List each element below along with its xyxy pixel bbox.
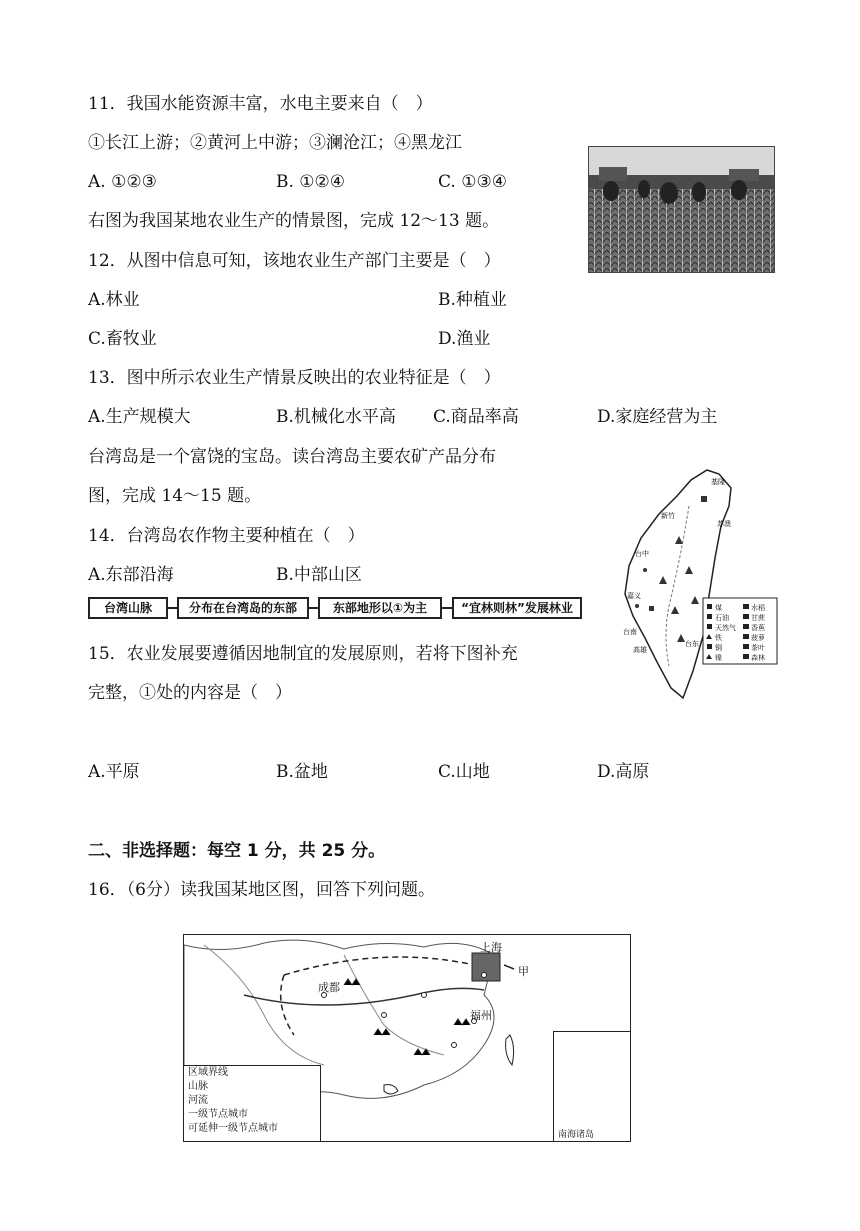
svg-text:天然气: 天然气 bbox=[715, 624, 736, 632]
q11-stem: 11．我国水能资源丰富，水电主要来自（ ） bbox=[88, 94, 433, 114]
q15-stem-line2: 完整，①处的内容是（ ） bbox=[88, 683, 292, 703]
svg-text:森林: 森林 bbox=[751, 654, 765, 662]
place-tainan: 台南 bbox=[623, 628, 637, 636]
q11-option-c: C. ①③④ bbox=[438, 172, 507, 192]
q12-option-a: A.林业 bbox=[88, 290, 140, 310]
svg-text:石油: 石油 bbox=[715, 614, 729, 622]
section-2-heading: 二、非选择题：每空 1 分，共 25 分。 bbox=[88, 841, 386, 861]
q13-stem: 13．图中所示农业生产情景反映出的农业特征是（ ） bbox=[88, 368, 501, 388]
place-taichung: 台中 bbox=[635, 550, 649, 558]
svg-text:菠萝: 菠萝 bbox=[751, 634, 765, 642]
q15-option-a: A.平原 bbox=[88, 762, 140, 782]
flow-arrow-1 bbox=[168, 607, 177, 609]
flow-box-1: 台湾山脉 bbox=[88, 597, 168, 619]
q15-option-c: C.山地 bbox=[438, 762, 490, 782]
rice-field-photo bbox=[588, 146, 775, 273]
south-china-sea-inset bbox=[553, 1031, 630, 1142]
place-taitung: 台东 bbox=[685, 640, 699, 648]
svg-text:煤: 煤 bbox=[715, 604, 722, 612]
flow-box-3: 东部地形以①为主 bbox=[318, 597, 442, 619]
q13-option-d: D.家庭经营为主 bbox=[597, 407, 718, 427]
svg-text:茶叶: 茶叶 bbox=[751, 644, 765, 652]
city-fuzhou: 福州 bbox=[470, 1009, 492, 1022]
region-map bbox=[183, 934, 631, 1142]
q13-option-c: C.商品率高 bbox=[433, 407, 519, 427]
q11-option-b: B. ①②④ bbox=[276, 172, 346, 192]
q11-option-a: A. ①②③ bbox=[88, 172, 157, 192]
svg-text:香蕉: 香蕉 bbox=[751, 624, 765, 632]
q13-option-a: A.生产规模大 bbox=[88, 407, 191, 427]
svg-text:甘蔗: 甘蔗 bbox=[751, 614, 765, 622]
q14-option-b: B.中部山区 bbox=[276, 565, 362, 585]
flow-arrow-3 bbox=[442, 607, 452, 609]
q14-stem: 14．台湾岛农作物主要种植在（ ） bbox=[88, 526, 365, 546]
intro-14-15-line1: 台湾岛是一个富饶的宝岛。读台湾岛主要农矿产品分布 bbox=[88, 447, 496, 467]
place-kaohsiung: 高雄 bbox=[633, 646, 647, 654]
inset-label: 南海诸岛 bbox=[558, 1130, 595, 1140]
taiwan-products-map bbox=[619, 466, 779, 706]
q15-stem-line1: 15．农业发展要遵循因地制宜的发展原则，若将下图补充 bbox=[88, 644, 518, 664]
svg-text:铜: 铜 bbox=[715, 644, 722, 652]
svg-text:镍: 镍 bbox=[715, 654, 722, 662]
legend-mountain: 山脉 bbox=[188, 1081, 208, 1092]
q12-option-c: C.畜牧业 bbox=[88, 329, 157, 349]
q12-option-d: D.渔业 bbox=[438, 329, 491, 349]
map16-legend bbox=[184, 1065, 321, 1141]
legend-node-city: 一级节点城市 bbox=[188, 1109, 248, 1120]
q12-stem: 12．从图中信息可知，该地农业生产部门主要是（ ） bbox=[88, 251, 501, 271]
flow-box-2: 分布在台湾岛的东部 bbox=[177, 597, 309, 619]
legend-river: 河流 bbox=[188, 1095, 208, 1106]
q16-stem: 16．（6分）读我国某地区图，回答下列问题。 bbox=[88, 880, 435, 900]
q11-options-line: ①长江上游；②黄河上中游；③澜沧江；④黑龙江 bbox=[88, 133, 462, 153]
legend-boundary: 区域界线 bbox=[188, 1067, 228, 1078]
marker-jia: 甲 bbox=[518, 965, 529, 978]
intro-14-15-line2: 图，完成 14～15 题。 bbox=[88, 486, 262, 506]
flow-box-4: “宜林则林”发展林业 bbox=[452, 597, 582, 619]
svg-text:水稻: 水稻 bbox=[751, 604, 765, 612]
q15-option-d: D.高原 bbox=[597, 762, 650, 782]
q12-option-b: B.种植业 bbox=[438, 290, 507, 310]
place-keelung: 基隆 bbox=[711, 478, 725, 486]
city-chengdu: 成都 bbox=[318, 981, 340, 994]
intro-12-13: 右图为我国某地农业生产的情景图，完成 12～13 题。 bbox=[88, 211, 500, 231]
q15-option-b: B.盆地 bbox=[276, 762, 328, 782]
city-shanghai: 上海 bbox=[480, 941, 502, 954]
place-hsinchu: 新竹 bbox=[661, 512, 675, 520]
q14-option-a: A.东部沿海 bbox=[88, 565, 174, 585]
svg-text:铁: 铁 bbox=[715, 634, 722, 642]
place-chiayi: 嘉义 bbox=[627, 592, 641, 600]
legend-extended-node-city: 可延伸一级节点城市 bbox=[188, 1123, 278, 1134]
place-suao: 苏澳 bbox=[717, 520, 731, 528]
q13-option-b: B.机械化水平高 bbox=[276, 407, 396, 427]
flow-arrow-2 bbox=[309, 607, 318, 609]
